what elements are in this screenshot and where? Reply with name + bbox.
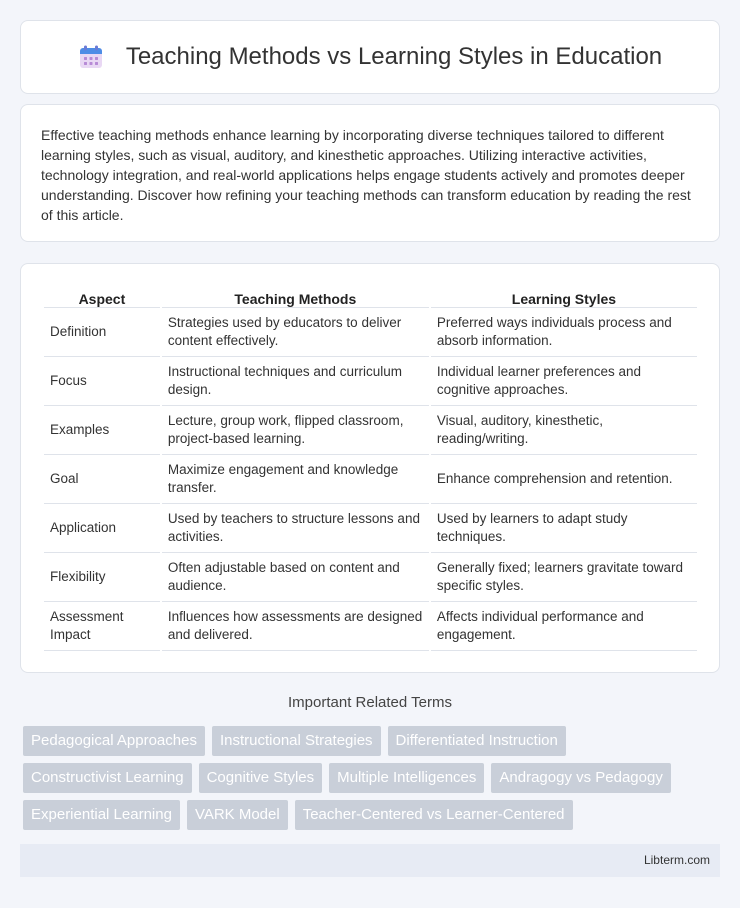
tag-cognitive-styles[interactable]: Cognitive Styles — [199, 763, 323, 793]
row-teaching-methods: Strategies used by educators to deliver content effectively. — [162, 308, 429, 357]
tag-pedagogical-approaches[interactable]: Pedagogical Approaches — [23, 726, 205, 756]
tag-vark-model[interactable]: VARK Model — [187, 800, 288, 830]
tag-row — [23, 800, 723, 830]
header-card — [20, 20, 720, 94]
row-learning-styles: Affects individual performance and engagement. — [431, 602, 697, 651]
comparison-table-card — [20, 263, 720, 673]
row-teaching-methods: Instructional techniques and curriculum design. — [162, 357, 429, 406]
tag-row — [23, 763, 723, 793]
tag-differentiated-instruction[interactable]: Differentiated Instruction — [388, 726, 566, 756]
column-header-learning-styles: Learning Styles — [431, 286, 697, 308]
tag-teacher-vs-learner-centered[interactable]: Teacher-Centered vs Learner-Centered — [295, 800, 573, 830]
row-learning-styles: Used by learners to adapt study techniques. — [431, 504, 697, 553]
row-teaching-methods: Lecture, group work, flipped classroom, project-based learning. — [162, 406, 429, 455]
row-teaching-methods: Maximize engagement and knowledge transfer. — [162, 455, 429, 504]
table-row — [44, 553, 697, 602]
row-aspect: Definition — [44, 308, 160, 357]
table-row — [44, 602, 697, 651]
table-row — [44, 406, 697, 455]
table-row — [44, 455, 697, 504]
table-row — [44, 357, 697, 406]
tag-andragogy-vs-pedagogy[interactable]: Andragogy vs Pedagogy — [491, 763, 670, 793]
row-aspect: Assessment Impact — [44, 602, 160, 651]
tag-instructional-strategies[interactable]: Instructional Strategies — [212, 726, 381, 756]
row-teaching-methods: Often adjustable based on content and audience. — [162, 553, 429, 602]
row-aspect: Application — [44, 504, 160, 553]
table-row — [44, 308, 697, 357]
tag-constructivist-learning[interactable]: Constructivist Learning — [23, 763, 192, 793]
related-terms-title: Important Related Terms — [288, 694, 452, 711]
table-row — [44, 504, 697, 553]
intro-text: Effective teaching methods enhance learning by incorporating diverse techniques tailored to different learning styles, such as visual, auditory, and kinesthetic approaches. Utilizing interactive activities, technology integration, and real-world applications helps engage students actively and promotes deeper understanding. Discover how refining your teaching methods can transform education by reading the rest of this article. — [41, 127, 691, 223]
row-aspect: Examples — [44, 406, 160, 455]
intro-card — [20, 104, 720, 242]
footer-site-link[interactable]: Libterm.com — [643, 853, 710, 867]
footer — [20, 844, 720, 877]
tag-multiple-intelligences[interactable]: Multiple Intelligences — [329, 763, 484, 793]
row-learning-styles: Visual, auditory, kinesthetic, reading/writing. — [431, 406, 697, 455]
row-teaching-methods: Used by teachers to structure lessons and activities. — [162, 504, 429, 553]
row-aspect: Focus — [44, 357, 160, 406]
column-header-aspect: Aspect — [44, 286, 160, 308]
row-aspect: Goal — [44, 455, 160, 504]
tag-row — [23, 726, 723, 756]
row-teaching-methods: Influences how assessments are designed and delivered. — [162, 602, 429, 651]
comparison-table — [42, 286, 699, 651]
related-terms-list — [23, 726, 723, 837]
tag-experiential-learning[interactable]: Experiential Learning — [23, 800, 180, 830]
table-header-row — [44, 286, 697, 308]
row-learning-styles: Preferred ways individuals process and absorb information. — [431, 308, 697, 357]
row-learning-styles: Individual learner preferences and cognitive approaches. — [431, 357, 697, 406]
calendar-icon — [78, 44, 104, 70]
page-title: Teaching Methods vs Learning Styles in Education — [125, 43, 663, 70]
column-header-teaching-methods: Teaching Methods — [162, 286, 429, 308]
row-learning-styles: Enhance comprehension and retention. — [431, 455, 697, 504]
row-learning-styles: Generally fixed; learners gravitate toward specific styles. — [431, 553, 697, 602]
row-aspect: Flexibility — [44, 553, 160, 602]
